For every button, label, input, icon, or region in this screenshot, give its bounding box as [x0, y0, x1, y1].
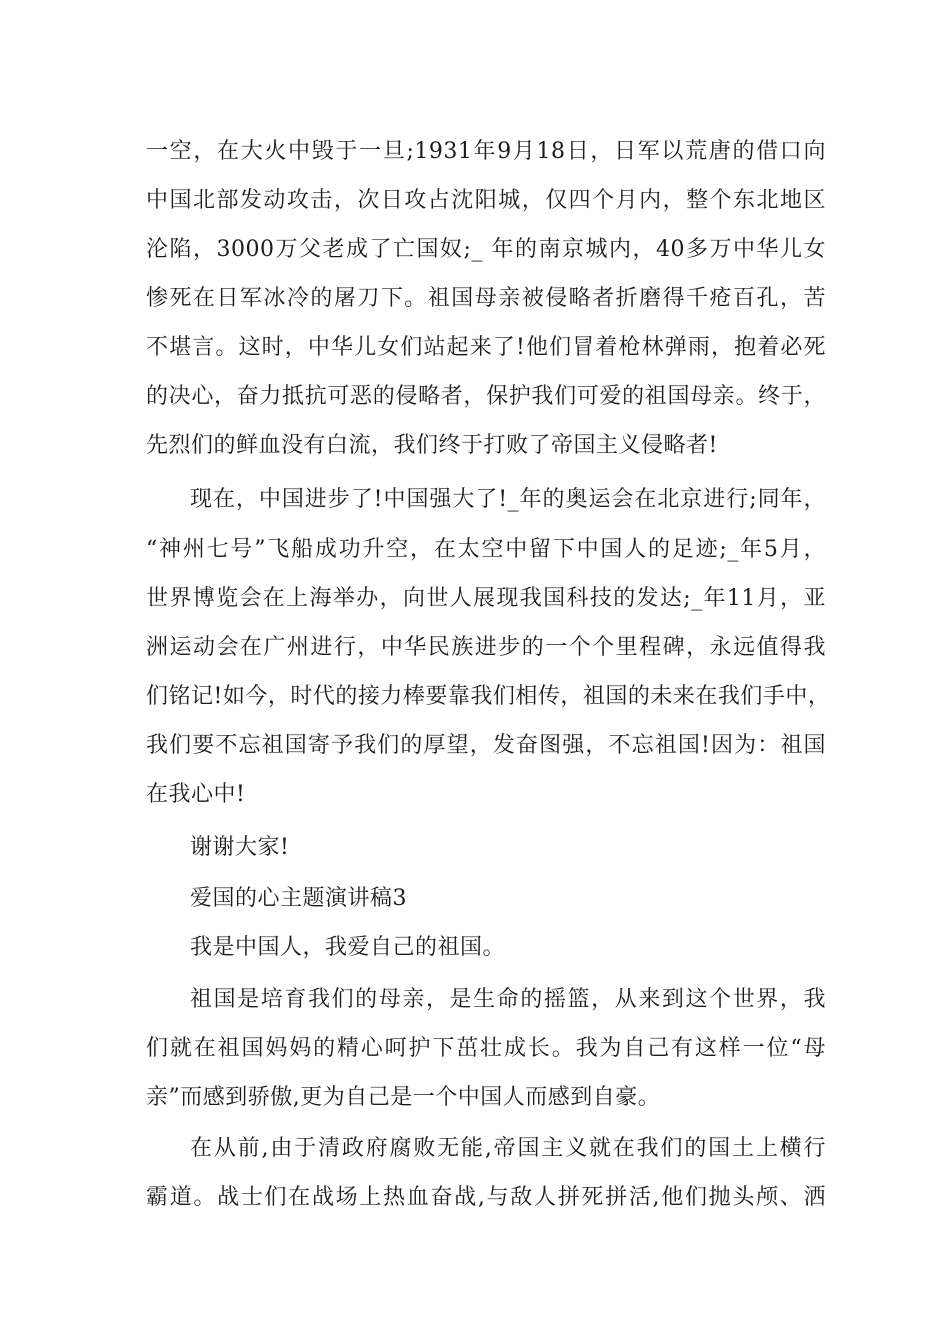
text-line: 的决心，奋力抵抗可恶的侵略者，保护我们可爱的祖国母亲。终于，: [146, 384, 826, 409]
text-line: 现在，中国进步了!中国强大了!_年的奥运会在北京进行;同年，: [190, 487, 826, 512]
text-line: 我们要不忘祖国寄予我们的厚望，发奋图强，不忘祖国!因为：祖国: [146, 733, 826, 758]
text-line: 在我心中!: [146, 782, 246, 807]
text-line: “神州七号”飞船成功升空，在太空中留下中国人的足迹;_年5月，: [146, 537, 826, 562]
text-line: 洲运动会在广州进行，中华民族进步的一个个里程碑，永远值得我: [146, 635, 826, 660]
closing-line: 谢谢大家!: [190, 835, 290, 860]
text-line: 亲”而感到骄傲,更为自己是一个中国人而感到自豪。: [146, 1085, 661, 1110]
section-heading: 爱国的心主题演讲稿3: [190, 886, 407, 911]
text-line: 一空，在大火中毁于一旦;1931年9月18日，日军以荒唐的借口向: [146, 139, 826, 164]
text-line: 不堪言。这时，中华儿女们站起来了!他们冒着枪林弹雨，抱着必死: [146, 335, 826, 360]
text-line: 中国北部发动攻击，次日攻占沈阳城，仅四个月内，整个东北地区: [146, 188, 826, 213]
text-line: 们就在祖国妈妈的精心呵护下茁壮成长。我为自己有这样一位“母: [146, 1036, 826, 1061]
text-line: 在从前,由于清政府腐败无能,帝国主义就在我们的国土上横行: [190, 1136, 826, 1161]
text-line: 们铭记!如今，时代的接力棒要靠我们相传，祖国的未来在我们手中，: [146, 684, 831, 709]
text-line: 世界博览会在上海举办，向世人展现我国科技的发达;_年11月，亚: [146, 586, 826, 611]
text-line: 沦陷，3000万父老成了亡国奴;_ 年的南京城内，40多万中华儿女: [146, 237, 826, 262]
text-line: 霸道。战士们在战场上热血奋战,与敌人拼死拼活,他们抛头颅、洒: [146, 1185, 826, 1210]
text-line: 先烈们的鲜血没有白流，我们终于打败了帝国主义侵略者!: [146, 433, 718, 458]
text-line: 祖国是培育我们的母亲，是生命的摇篮，从来到这个世界，我: [190, 987, 826, 1012]
text-line: 惨死在日军冰冷的屠刀下。祖国母亲被侵略者折磨得千疮百孔，苦: [146, 286, 826, 311]
text-line: 我是中国人，我爱自己的祖国。: [190, 935, 506, 960]
